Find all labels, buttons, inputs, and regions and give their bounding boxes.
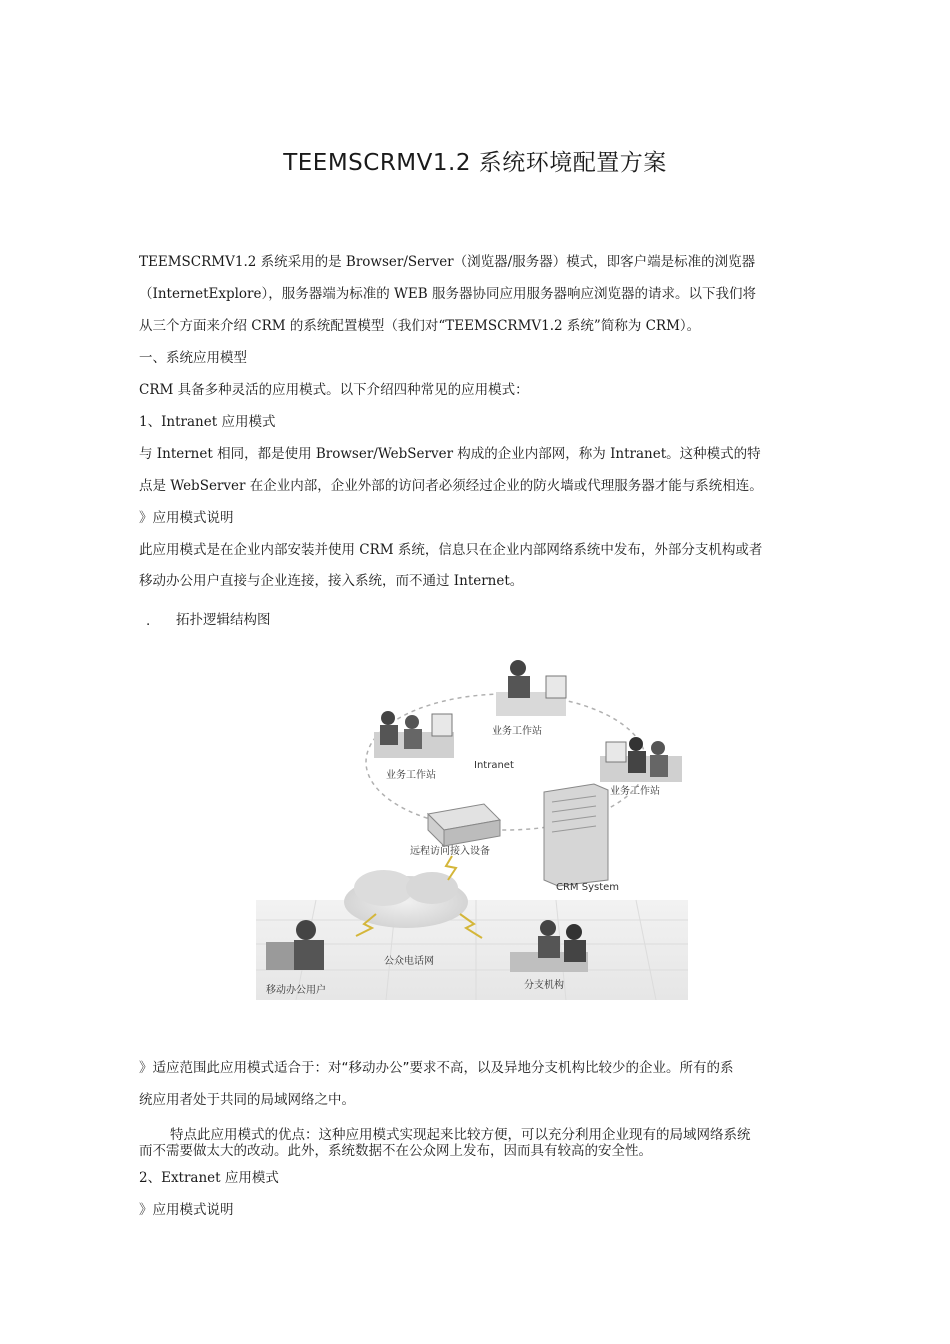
mode-2-title: 2、Extranet 应用模式 [139, 1170, 279, 1186]
mode-1-expl-1: 此应用模式是在企业内部安装并使用 CRM 系统，信息只在企业内部网络系统中发布，外部分支机构或者 [139, 542, 763, 558]
workstation-right-icon [600, 737, 682, 782]
station-top-label: 业务工作站 [492, 726, 542, 737]
workstation-top-icon [496, 660, 566, 716]
branch-label: 分支机构 [524, 980, 564, 991]
modes-intro: CRM 具备多种灵活的应用模式。以下介绍四种常见的应用模式： [139, 382, 529, 398]
workstation-left-icon [374, 711, 454, 758]
features-line-2: 而不需要做太大的改动。此外，系统数据不在公众网上发布，因而具有较高的安全性。 [139, 1143, 652, 1159]
pstn-label: 公众电话网 [384, 956, 434, 967]
topology-diagram [256, 652, 688, 1000]
intro-line-2: （InternetExplore），服务器端为标准的 WEB 服务器协同应用服务器响应浏览器的请求。以下我们将 [139, 286, 756, 302]
topology-title: 拓扑逻辑结构图 [176, 612, 271, 628]
section-heading: 一、系统应用模型 [139, 350, 247, 366]
crm-server-icon [544, 784, 608, 886]
crm-server-label: CRM System [556, 882, 620, 893]
ring-label: Intranet [474, 760, 514, 771]
scope-line-2: 统应用者处于共同的局域网络之中。 [139, 1092, 355, 1108]
station-left-label: 业务工作站 [386, 770, 436, 781]
scope-line-1: 》适应范围此应用模式适合于：对“移动办公”要求不高，以及异地分支机构比较少的企业。所有的系 [139, 1060, 734, 1076]
topology-bullet: . [146, 613, 151, 629]
intro-line-1: TEEMSCRMV1.2 系统采用的是 Browser/Server（浏览器/服务器）模式，即客户端是标准的浏览器 [139, 254, 756, 270]
station-right-label: 业务工作站 [610, 786, 660, 797]
mode-1-desc-2: 点是 WebServer 在企业内部，企业外部的访问者必须经过企业的防火墙或代理服务器才能与系统相连。 [139, 478, 763, 494]
remote-access-label: 远程访问接入设备 [410, 846, 490, 857]
mode-1-desc-1: 与 Internet 相同，都是使用 Browser/WebServer 构成的企业内部网，称为 Intranet。这种模式的特 [139, 446, 761, 462]
mode-2-expl-title: 》应用模式说明 [139, 1202, 234, 1218]
features-line-1: 特点此应用模式的优点：这种应用模式实现起来比较方便，可以充分利用企业现有的局域网络系统 [170, 1127, 751, 1143]
mode-1-expl-title: 》应用模式说明 [139, 510, 234, 526]
intro-line-3: 从三个方面来介绍 CRM 的系统配置模型（我们对“TEEMSCRMV1.2 系统”简称为 CRM）。 [139, 318, 701, 334]
mode-1-title: 1、Intranet 应用模式 [139, 414, 276, 430]
remote-access-icon [428, 804, 500, 846]
mode-1-expl-2: 移动办公用户直接与企业连接，接入系统，而不通过 Internet。 [139, 573, 524, 589]
page-title: TEEMSCRMV1.2 系统环境配置方案 [283, 150, 667, 176]
mobile-user-label: 移动办公用户 [266, 985, 326, 996]
